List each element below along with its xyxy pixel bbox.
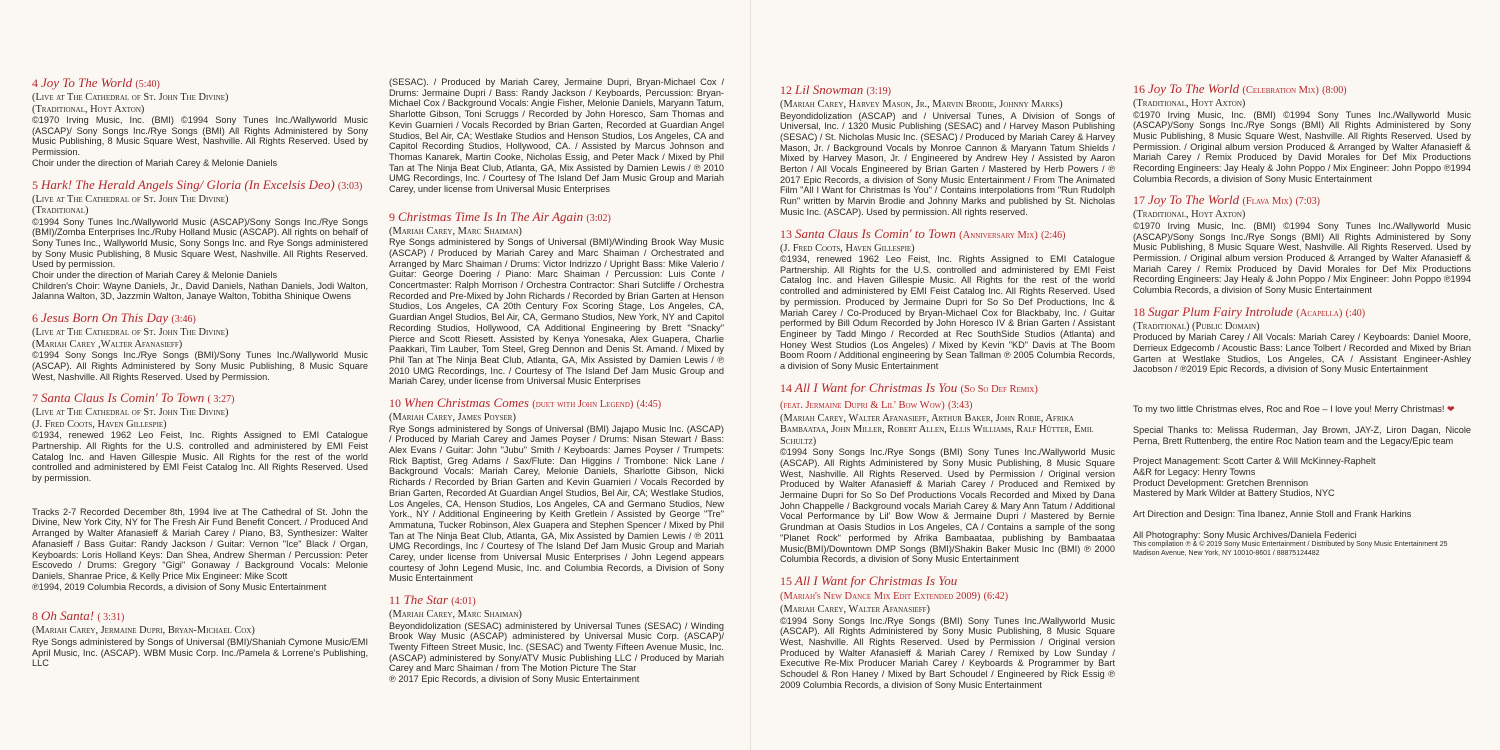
credits-text: Produced by Mariah Carey / All Vocals: Mariah Carey / Keyboards: Daniel Moore, Derrieux Edgecomb / Acoustic Bass: Lance Tolbert / Recorded and Mixed by Brian Garten at Westlake Studios, Los Angeles, CA / Assistant Engineer-Ashley Jacobson / ℗2019 Epic Records, a division of Sony Music Entertainment — [1133, 332, 1471, 375]
photography-credit: All Photography: Sony Music Archives/Daniela Federici — [1133, 529, 1357, 540]
writers: (Mariah Carey, Harvey Mason, Jr., Marvin Brodie, Johnny Marks) — [780, 99, 1063, 110]
art-direction: Art Direction and Design: Tina Ibanez, Annie Stoll and Frank Harkins — [1133, 509, 1412, 520]
phonogram-note: ℗ 2017 Epic Records, a division of Sony Music Entertainment — [389, 674, 640, 685]
track-title: 17 Joy To The World (Flava Mix) (7:03) — [1133, 192, 1320, 208]
track-title: 16 Joy To The World (Celebration Mix) (8:00) — [1133, 81, 1347, 96]
track-5 — [32, 178, 368, 303]
track-17 — [1133, 193, 1471, 295]
credits-text: ©1970 Irving Music, Inc. (BMI) ©1994 Sony Tunes Inc./Wallyworld Music (ASCAP)/Sony Songs Inc./Rye Songs (BMI) All Rights Administered by Sony Music Publishing, 8 Music Square West, Nashville. All Rights Reserved. Used by Permission. / Original album version Produced & Arranged by Walter Afanasieff & Mariah Carey / Remix Produced by David Morales for Def Mix Productions Recording Engineers: Jay Healy & John Poppo / Mix Engineer: John Poppo ℗1994 Columbia Records, a division of Sony Music Entertainment — [1133, 220, 1471, 296]
track-title: 11 The Star (4:01) — [389, 592, 476, 608]
track-title: 10 When Christmas Comes (duet with John Legend) (4:45) — [389, 395, 662, 411]
track-7 — [32, 391, 368, 484]
mastering-credit: Mastered by Mark Wilder at Battery Studios, NYC — [1133, 488, 1335, 499]
track-title: 4 Joy To The World (5:40) — [32, 75, 160, 90]
live-note: (Live at The Cathedral of St. John The Divine) — [32, 407, 229, 419]
a-and-r: A&R for Legacy: Henry Towns — [1133, 466, 1256, 477]
track-15 — [780, 574, 1115, 690]
track-16 — [1133, 82, 1471, 184]
recording-notes — [32, 507, 368, 593]
project-management: Project Management: Scott Carter & Will McKinney-Raphelt — [1133, 456, 1376, 467]
writers: (Traditional, Hoyt Axton) — [32, 103, 145, 115]
live-note: (Live at The Cathedral of St. John The Divine) — [32, 92, 229, 103]
track-title: 13 Santa Claus Is Comin' to Town (Anniversary Mix) (2:46) — [780, 225, 1066, 241]
credits-text: ©1994 Sony Songs Inc./Rye Songs (BMI) Sony Tunes Inc./Wallyworld Music (ASCAP). All Rights Administered by Sony Music Publishing, 8 Music Square West, Nashville. All Rights Reserved. Used by Permission / Original version Produced by Walter Afanasieff & Mariah Carey / Produced and Remixed by Jermaine Dupri for So So Def Productions Vocals Recorded and Mixed by Dana John Chappelle / Background vocals Mariah Carey & Mary Ann Tatum / Additional Vocal Performance by Lil' Bow Wow & Jermaine Dupri / Mastered by Bernie Grundman at Oasis Studios in Los Angeles, CA / Contains a sample of the song "Planet Rock" performed by Afrika Bambaataa, publishing by Bambaataa Music(BMI)/Downtown DMP Songs (BMI)/Shakin Baker Music Inc (BMI) ℗ 2000 Columbia Records, a division of Sony Music Entertainment — [780, 447, 1115, 565]
writers: (Traditional) — [32, 205, 89, 217]
credits-text: ©1994 Sony Tunes Inc./Wallyworld Music (ASCAP)/Sony Songs Inc./Rye Songs (BMI)/Zomba Enterprises Inc./Ruby Holland Music (ASCAP). All rights on behalf of Sony Tunes Inc., Wallyworld Music, Sony Songs Inc. and Rye Songs administered by Sony Music Publishing, 8 Music Square West, Nashville. All Rights Reserved. Used by permission. — [32, 216, 368, 270]
track-title: 14 All I Want for Christmas Is You (So So Def Remix) (feat. Jermaine Dupri & Lil' Bow Wow) (3:43) — [780, 379, 1038, 411]
recording-credits: Tracks 2-7 Recorded December 8th, 1994 live at The Cathedral of St. John the Divine, New York City, NY for The Fresh Air Fund Benefit Concert. / Produced And Arranged by Walter Afanasieff & Mariah Carey / Piano, B3, Synthesizer: Walter Afanasieff / Bass Guitar: Randy Jackson / Guitar: Vernon "Ice" Black / Organ, Keyboards: Loris Holland Keys: Dan Shea, Andrew Sherman / Percussion: Peter Escovedo / Drums: Gregory "Gigi" Gonaway / Background Vocals: Melonie Daniels, Shanrae Price, & Kelly Price Mix Engineer: Mike Scott — [32, 506, 368, 581]
track-11 — [389, 593, 724, 685]
special-thanks: Special Thanks to: Melissa Ruderman, Jay Brown, JAY-Z, Liron Dagan, Nicole Perna, Brett Ruttenberg, the entire Roc Nation team and the Legacy/Epic team — [1133, 424, 1471, 446]
dedication: To my two little Christmas elves, Roc and Roe – I love you! Merry Christmas! — [1133, 404, 1445, 415]
track-6 — [32, 311, 368, 382]
legal-notice: This compilation ℗ & © 2019 Sony Music Entertainment / Distributed by Sony Music Entertainment 25 Madison Avenue, New York, NY 10010-8601 / 88875124482 — [1133, 541, 1448, 558]
credits-text: Rye Songs administered by Songs of Universal (BMI) Jajapo Music Inc. (ASCAP) / Produced by Mariah Carey and James Poyser / Drums: Nisan Stewart / Bass: Alex Evans / Guitar: John "Jubu" Smith / Keyboards: James Poyser / Trumpets: Rick Baptist, Greg Adams / Sax/Flute: Dan Higgins / Trombone: Nick Lane / Background Vocals: Mariah Carey, Melonie Daniels, Sharlotte Gibson, Nicki Richards / Recorded by Brian Garten and Kevin Guarnieri / Vocals Recorded by Brian Garten, Recorded At Guardian Angel Studios, Bel Air, CA; Westlake Studios, Los Angeles, CA, Henson Studios, Los Angeles, CA and Germano Studios, New York., NY / Additional Engineering by Keith Gretlein / Assisted by George "Tre" Ammatuna, Tucker Robinson, Alex Guapera and Stephen Spencer / Mixed by Phil Tan at The Ninja Beat Club, Atlanta, GA, Mix Assisted by Damien Lewis / ℗ 2011 UMG Recordings, Inc / Courtesy of The Island Def Jam Music Group and Mariah Carey, under license from Universal Music Enterprises / John Legend appears courtesy of John Legend Music, Inc. and Columbia Records, a Division of Sony Music Entertainment — [389, 423, 724, 584]
writers: (Mariah Carey, James Poyser) — [389, 412, 516, 424]
writers: (Traditional, Hoyt Axton) — [1133, 209, 1246, 221]
product-development: Product Development: Gretchen Brennison — [1133, 477, 1309, 488]
credits-text: Rye Songs administered by Songs of Universal (BMI)/Winding Brook Way Music (ASCAP) / Produced by Mariah Carey and Marc Shaiman / Orchestrated and Arranged by Marc Shaiman / Drums: Victor Indrizzo / Upright Bass: Mike Valerio / Guitar: George Doering / Piano: Marc Shaiman / Percussion: Luis Conte / Concertmaster: Ralph Morrison / Orchestra Contractor: Shari Sutcliffe / Orchestra Recorded and Pre-Mixed by John Richards / Recorded by Brian Garten at Henson Studios, Los Angeles, CA 20th Century Fox Scoring Stage, Los Angeles, CA, Guardian Angel Studios, Bel Air, CA, Germano Studios, New York, NY and Capitol Recording Studios, Hollywood, CA Additional Engineering by Brett "Snacky" Pierce and Scott Riesett. Assisted by Kenya Yonesaka, Alex Guapera, Charlie Paakkari, Tim Lauber, Tom Steel, Greg Dennon and Denis St. Amand. / Mixed by Phil Tan at The Ninja Beat Club, Atlanta, GA, Mix Assisted by Damien Lewis / ℗ 2010 UMG Recordings, Inc. / Courtesy of The Island Def Jam Music Group and Mariah Carey, under license from Universal Music Enterprises — [389, 237, 724, 387]
track-10 — [389, 396, 724, 584]
track-18 — [1133, 305, 1471, 375]
credits-text: Beyondidolization (ASCAP) and / Universal Tunes, A Division of Songs of Universal, Inc. / 1320 Music Publishing (SESAC) and / Harvey Mason Publishing (SESAC) / St. Nicholas Music Inc. (SESAC) / Produced by Mariah Carey & Harvey Mason, Jr. / Background Vocals by Monroe Cannon & Maryann Tatum Shields / Mixed by Harvey Mason, Jr. / Engineered by Andrew Hey / Assisted by Aaron Berton / All Vocals Engineered by Brian Garten / Mastered by Herb Powers / ℗ 2017 Epic Records, a division of Sony Music Entertainment / From The Animated Film "All I Want for Christmas Is You" / Contains interpolations from "Run Rudolph Run" written by Marvin Brodie and Johnny Marks and published by St. Nicholas Music Inc. (ASCAP). Used by permission. All rights reserved. — [780, 110, 1115, 217]
writers: (J. Fred Coots, Haven Gillespie) — [780, 242, 915, 254]
credits-column-3 — [780, 83, 1115, 699]
track-title: 6 Jesus Born On This Day (3:46) — [32, 310, 196, 326]
writers: (Traditional, Hoyt Axton) — [1133, 98, 1246, 109]
track-title: 18 Sugar Plum Fairy Introlude (Acapella) (:40) — [1133, 303, 1366, 319]
live-note: (Live at The Cathedral of St. John The Divine) — [32, 327, 229, 339]
credits-column-2 — [389, 77, 724, 694]
track-9 — [389, 210, 724, 387]
phonogram-note: ℗1994, 2019 Columbia Records, a division of Sony Music Entertainment — [32, 581, 327, 592]
track-title: 8 Oh Santa! ( 3:31) — [32, 608, 125, 624]
credits-column-4 — [1133, 82, 1471, 558]
center-fold — [750, 0, 751, 750]
credits-text: ©1994 Sony Songs Inc./Rye Songs (BMI) Sony Tunes Inc./Wallyworld Music (ASCAP). All Rights Administered by Sony Music Publishing, 8 Music Square West, Nashville. All Rights Reserved. Used by Permission / Original version Produced by Walter Afanasieff & Mariah Carey / Remixed by Low Sunday / Executive Re-Mix Producer Mariah Carey / Keyboards & Programmer by Bart Schoudel & Ron Haney / Mixed by Bart Schoudel / Engineered by Rick Essig ℗ 2009 Columbia Records, a division of Sony Music Entertainment — [780, 615, 1115, 690]
writers: (Traditional) (Public Domain) — [1133, 320, 1260, 332]
writers: (J. Fred Coots, Haven Gillespie) — [32, 418, 167, 430]
track-4 — [32, 76, 368, 169]
credits-text: ©1970 Irving Music, Inc. (BMI) ©1994 Sony Tunes Inc./Wallyworld Music (ASCAP)/ Sony Songs Inc./Rye Songs (BMI) All Rights Administered by Sony Music Publishing, 8 Music Square West, Nashville. All Rights Reserved. Used by Permission. — [32, 115, 368, 158]
live-note: (Live at The Cathedral of St. John The Divine) — [32, 193, 229, 205]
track-13 — [780, 227, 1115, 372]
choir-note: Choir under the direction of Mariah Carey & Melonie Daniels — [32, 270, 278, 281]
credits-text: ©1970 Irving Music, Inc. (BMI) ©1994 Sony Tunes Inc./Wallyworld Music (ASCAP)/Sony Songs Inc./Rye Songs (BMI) All Rights Administered by Sony Music Publishing, 8 Music Square West, Nashville. All Rights Reserved. Used by Permission. / Original album version Produced & Arranged by Walter Afanasieff & Mariah Carey / Remix Produced by David Morales for Def Mix Productions Recording Engineers: Jay Healy & John Poppo / Mix Engineer: John Poppo ℗1994 Columbia Records, a division of Sony Music Entertainment — [1133, 109, 1471, 184]
writers: (Mariah Carey, Walter Afanasieff) — [780, 604, 930, 615]
track-8 — [32, 609, 368, 669]
credits-text: ©1934, renewed 1962 Leo Feist, Inc. Rights Assigned to EMI Catalogue Partnership. All Rights for the U.S. controlled and administered by EMI Feist Catalog Inc. and Haven Gillespie Music. All Rights for the rest of the world controlled and administered by EMI Feist Catalog Inc. All Rights Reserved. Used by permission. — [32, 430, 368, 484]
track-12 — [780, 83, 1115, 218]
heart-icon: ❤ — [1447, 404, 1455, 415]
track-title: 15 All I Want for Christmas Is You (Mariah's New Dance Mix Edit Extended 2009) (6:42) — [780, 573, 1009, 602]
writers: (Mariah Carey, Marc Shaiman) — [389, 609, 522, 621]
track-title: 7 Santa Claus Is Comin' To Town ( 3:27) — [32, 390, 235, 406]
credits-text: Beyondidolization (SESAC) administered by Universal Tunes (SESAC) / Winding Brook Way Music (ASCAP) administered by Universal Music Corp. (ASCAP)/ Twenty Fifteen Street Music, Inc. (SESAC) and Twenty Fifteen Avenue Music, Inc. (ASCAP) administered by Sony/ATV Music Publishing LLC / Produced by Mariah Carey and Marc Shaiman / from The Motion Picture The Star — [389, 620, 724, 674]
track-14 — [780, 381, 1115, 565]
writers: (Mariah Carey, Jermaine Dupri, Bryan-Michael Cox) — [32, 625, 255, 637]
writers: (Mariah Carey, Marc Shaiman) — [389, 225, 522, 237]
credits-text: Rye Songs administered by Songs of Universal (BMI)/Shaniah Cymone Music/EMI April Music, Inc. (ASCAP). WBM Music Corp. Inc./Pamela & Lorrene's Publishing, LLC — [32, 636, 368, 669]
childrens-choir: Children's Choir: Wayne Daniels, Jr., David Daniels, Nathan Daniels, Jodi Walton, Jalanna Walton, 3D, Jazzmin Walton, Janaye Walton, Tobitha Shinique Owens — [32, 280, 368, 302]
credits-text: (SESAC). / Produced by Mariah Carey, Jermaine Dupri, Bryan-Michael Cox / Drums: Jermaine Dupri / Bass: Randy Jackson / Keyboards, Percussion: Bryan-Michael Cox / Background Vocals: Angie Fisher, Melonie Daniels, Maryann Tatum, Sharlotte Gibson, Toni Scruggs / Recorded by John Horesco, Sam Thomas and Kevin Guarnieri / Vocals Recorded by Brian Garten, Recorded at Guardian Angel Studios, Bel Air, CA; Westlake Studios and Henson Studios, Los Angeles, CA and Capitol Recording Studios, Hollywood, CA. / Assisted by Marcus Johnson and Thomas Kanarek, Martin Cooke, Nicholas Essig, and Peter Mack / Mixed by Phil Tan at The Ninja Beat Club, Atlanta, GA, Mix Assisted by Damien Lewis / ℗ 2010 UMG Recordings, Inc. / Courtesy of The Island Def Jam Music Group and Mariah Carey, under license from Universal Music Enterprises — [389, 77, 724, 195]
credits-text: ©1994 Sony Songs Inc./Rye Songs (BMI)/Sony Tunes Inc./Wallyworld Music (ASCAP). All Rights Administered by Sony Music Publishing, 8 Music Square West, Nashville. All Rights Reserved. Used by Permission. — [32, 350, 368, 382]
track-title: 5 Hark! The Herald Angels Sing/ Gloria (In Excelsis Deo) (3:03) — [32, 176, 363, 192]
track-title: 9 Christmas Time Is In The Air Again (3:02) — [389, 208, 611, 224]
track-title: 12 Lil Snowman (3:19) — [780, 82, 891, 97]
acknowledgements — [1133, 404, 1471, 558]
writers: (Mariah Carey, Walter Afanasieff, Arthur Baker, John Robie, Afrika Bambaataa, John Miller, Robert Allen, Ellis Williams, Ralf Hütter, Emil Schultz) — [780, 412, 1094, 447]
credits-column-1 — [32, 76, 368, 678]
writers: (Mariah Carey ,Walter Afanasieff) — [32, 338, 183, 350]
choir-note: Choir under the direction of Mariah Carey & Melonie Daniels — [32, 157, 278, 168]
track-8-continued — [389, 77, 724, 195]
credits-text: ©1934, renewed 1962 Leo Feist, Inc. Rights Assigned to EMI Catalogue Partnership. All Rights for the U.S. controlled and administered by EMI Feist Catalog Inc. and Haven Gillespie Music. All Rights for the rest of the world controlled and administered by EMI Feist Catalog Inc. All Rights Reserved. Used by permission. Produced by Jermaine Dupri for So So Def Productions, Inc & Mariah Carey / Co-Produced by Bryan-Michael Cox for Blackbaby, Inc. / Guitar performed by Bill Odum Recorded by John Horesco IV & Brian Garten / Assistant Engineer by Tadd Mingo / Recorded at Rec SouthSide Studios (Atlanta) and Honey West Studios (Los Angeles) / Mixed by Kevin "KD" Davis at The Boom Boom Room / Additional engineering by Sean Tallman ℗ 2005 Columbia Records, a division of Sony Music Entertainment — [780, 254, 1115, 372]
